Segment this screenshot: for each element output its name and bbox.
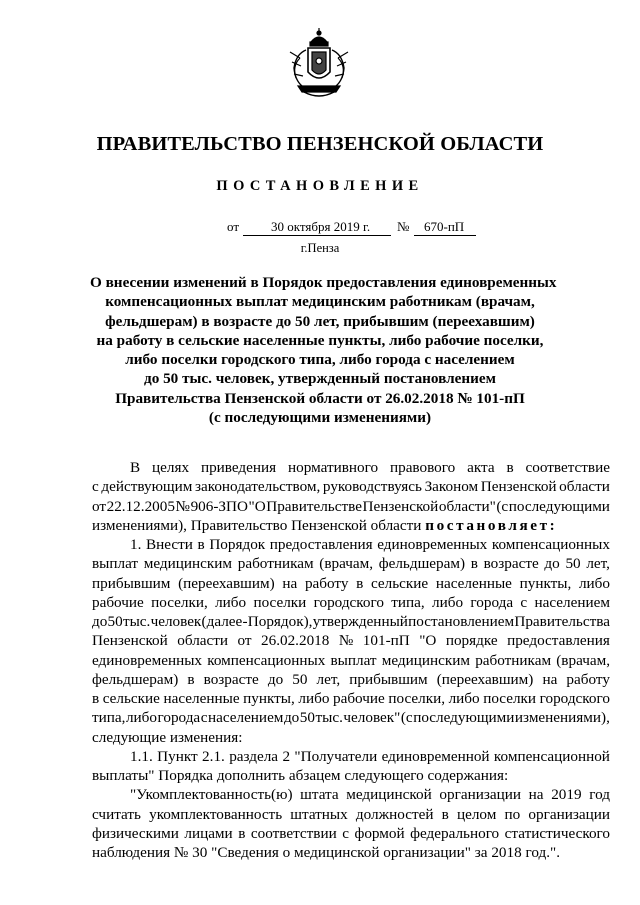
title-line: О внесении изменений в Порядок предоставления единовременных bbox=[90, 274, 557, 291]
number-sign: № bbox=[397, 219, 410, 234]
body-line: 1.1. Пункт 2.1. раздела 2 "Получатели единовременной компенсационной bbox=[130, 747, 610, 765]
title-line: либо поселки городского типа, либо города с населением bbox=[125, 351, 515, 369]
coat-of-arms-icon bbox=[286, 28, 352, 100]
body-line: выплаты" Порядка дополнить абзацем следующего содержания: bbox=[92, 767, 509, 784]
organization-title: ПРАВИТЕЛЬСТВО ПЕНЗЕНСКОЙ ОБЛАСТИ bbox=[96, 133, 544, 155]
date-prefix: от bbox=[227, 219, 240, 234]
title-line: до 50 тыс. человек, утвержденный постановлением bbox=[144, 370, 496, 388]
document-title bbox=[90, 273, 557, 427]
body-line: наблюдения № 30 "Сведения о медицинской организации" за 2018 год.". bbox=[92, 844, 561, 861]
title-line: (с последующими изменениями) bbox=[208, 409, 432, 427]
body-line: до 50 тыс. человек (далее - Порядок), утвержденный постановлением Правительства bbox=[92, 613, 610, 630]
resolution-verb: постановляет: bbox=[425, 516, 558, 534]
document-number: 670-пП bbox=[424, 219, 465, 234]
title-line: фельдшерам) в возрасте до 50 лет, прибывшим (переехавшим) bbox=[105, 312, 535, 330]
body-line: Пензенской области от 26.02.2018 № 101-пП "О порядке предоставления bbox=[92, 632, 610, 650]
body-line: рабочие поселки, либо поселки городского типа, либо города с населением bbox=[92, 593, 610, 611]
body-line: 1. Внести в Порядок предоставления единовременных компенсационных bbox=[130, 536, 610, 553]
body-line-with-resolution bbox=[92, 516, 610, 535]
body-line: в сельские населенные пункты, либо рабочие поселки, либо поселки городского bbox=[92, 690, 610, 707]
body-line: изменениями), Правительство Пензенской области bbox=[92, 516, 422, 534]
body-line: выплат медицинским работникам (врачам, фельдшерам) в возрасте до 50 лет, bbox=[92, 555, 610, 573]
body-line: от 22.12.2005 № 906-ЗПО "О Правительстве Пензенской области" (с последующими bbox=[92, 497, 610, 515]
body-line: прибывшим (переехавшим) на работу в сельские населенные пункты, либо bbox=[92, 574, 610, 592]
body-line: фельдшерам) в возрасте до 50 лет, прибывшим (переехавшим) на работу bbox=[92, 670, 610, 688]
document-date: 30 октября 2019 г. bbox=[271, 219, 371, 234]
number-underline bbox=[414, 235, 476, 236]
city: г.Пенза bbox=[300, 241, 340, 255]
document-body bbox=[92, 458, 610, 862]
body-line: единовременных компенсационных выплат медицинским работникам (врачам, bbox=[92, 651, 610, 669]
body-line: с действующим законодательством, руководствуясь Законом Пензенской области bbox=[92, 478, 610, 496]
date-underline bbox=[243, 235, 391, 236]
title-line: на работу в сельские населенные пункты, либо рабочие поселки, bbox=[96, 331, 544, 349]
title-line: компенсационных выплат медицинским работникам (врачам, bbox=[105, 293, 535, 311]
body-line: типа, либо города с населением до 50 тыс. человек" (с последующими изменениями), bbox=[92, 709, 610, 727]
document-type: ПОСТАНОВЛЕНИЕ bbox=[216, 178, 424, 194]
body-line: следующие изменения: bbox=[92, 728, 243, 746]
date-number-line bbox=[0, 219, 640, 239]
body-line: считать укомплектованность штатных должностей в целом по организации bbox=[92, 805, 610, 823]
title-line: Правительства Пензенской области от 26.02.2018 № 101-пП bbox=[115, 389, 525, 407]
body-line: физическими лицами в соответствии с формой федерального статистического bbox=[92, 824, 610, 842]
body-line: "Укомплектованность(ю) штата медицинской организации на 2019 год bbox=[130, 786, 610, 804]
body-line: В целях приведения нормативного правового акта в соответствие bbox=[130, 459, 610, 476]
